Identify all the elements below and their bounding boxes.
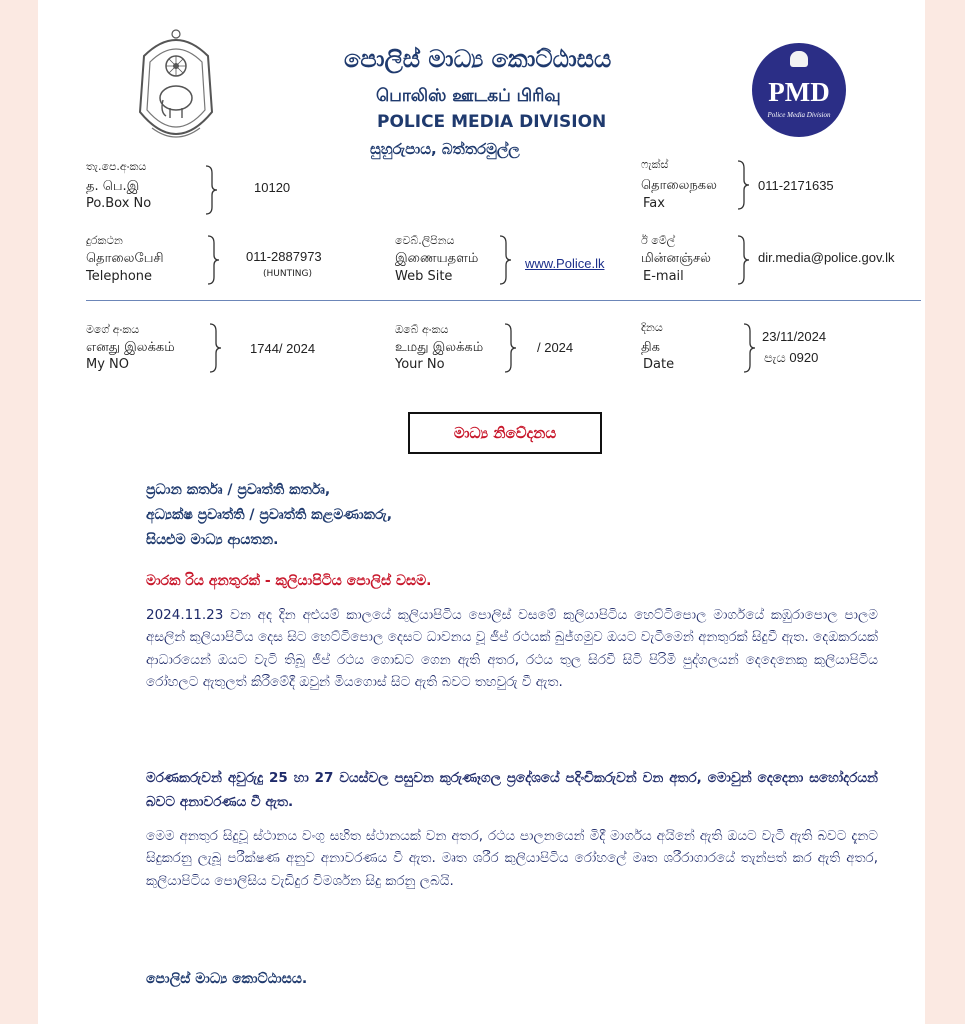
- my-no-value: 1744/ 2024: [250, 341, 316, 356]
- brace-icon: [498, 235, 512, 285]
- fax-label-en: Fax: [643, 196, 665, 211]
- pobox-label-en: Po.Box No: [86, 196, 152, 211]
- date-label-ta: திக: [641, 340, 660, 355]
- pmd-logo-text: PMD: [768, 77, 830, 107]
- address: සුහුරුපාය, බත්තරමුල්ල: [370, 140, 520, 158]
- telephone-value: 011-2887973: [246, 249, 322, 264]
- date-label-si: දිනය: [641, 321, 663, 334]
- website-label-en: Web Site: [395, 269, 453, 284]
- telephone-label-ta: தொலைபேசி: [86, 251, 164, 266]
- website-link[interactable]: www.Police.lk: [525, 256, 605, 271]
- email-label-si: ඊ මේල්: [641, 234, 676, 247]
- telephone-label-en: Telephone: [86, 269, 153, 284]
- brace-icon: [736, 235, 750, 285]
- crown-icon: [790, 51, 808, 67]
- email-label-ta: மின்னஞ்சல்: [641, 251, 711, 266]
- title-sinhala: පොලිස් මාධ්‍ය කොට්ඨාසය: [344, 45, 612, 73]
- telephone-label-si: දුරකථන: [86, 234, 123, 247]
- brace-icon: [736, 160, 750, 210]
- website-label-si: වෙබ්.ලිපිනය: [395, 234, 455, 247]
- time-value: පැය 0920: [764, 350, 819, 365]
- header-divider: [86, 300, 921, 301]
- police-emblem-icon: [130, 28, 222, 152]
- date-value: 23/11/2024: [762, 329, 827, 344]
- email-value: dir.media@police.gov.lk: [758, 250, 895, 265]
- subject-line: මාරක රිය අනතුරක් - කුලියාපිටිය පොලිස් වසම.: [146, 573, 432, 589]
- pmd-logo-sub: Police Media Division: [767, 111, 831, 119]
- brace-icon: [742, 323, 756, 373]
- my-no-label-en: My NO: [86, 357, 129, 372]
- media-release-box: [408, 412, 602, 454]
- your-no-label-si: ඔබේ අංකය: [395, 323, 449, 336]
- addressee-line: ප්‍රධාන කර්තෘ / ප්‍රවෘත්ති කර්තෘ,: [146, 482, 331, 498]
- brace-icon: [206, 235, 220, 285]
- addressee-block: [146, 478, 392, 553]
- brace-icon: [204, 165, 218, 215]
- fax-label-ta: தொலைநகல: [641, 178, 717, 193]
- pobox-label-si: තැ.පෙ.අංකය: [86, 160, 147, 173]
- body-paragraph-1: 2024.11.23 වන අද දින අළුයම් කාලයේ කුලියාපිටිය පොලිස් වසමේ කුලියාපිටිය හෙට්ටිපොල මාර්ගයේ කඹුරාපොල පාලම අසලින් කුලියාපිටිය දෙස සිට හෙට්ටිපොල දෙසට ධාවනය වූ ජීප් රථයක් බුජ්ගමුව ඔයට වැටීමෙන් අනතුරක් සිදුවී ඇත. දෙඔකරයක් ආධාරයෙන් ඔයට වැටි තිබූ ජීප් රථය ගොඩට ගෙන ඇති අතර, රථය තුල සිරවී සිටි පිරිමි පුද්ගලයන් දෙදෙනෙකු කුලියාපිටිය රෝහලට ඇතුලත් කිරීමේදී ඔවුන් මියගොස් සිට ඇති බවට තහවුරු වී ඇත.: [146, 607, 878, 691]
- signature: පොලිස් මාධ්‍ය කොට්ඨාසය.: [146, 971, 308, 987]
- pmd-logo-icon: [752, 43, 846, 137]
- brace-icon: [208, 323, 222, 373]
- title-english: POLICE MEDIA DIVISION: [377, 112, 607, 132]
- fax-value: 011-2171635: [758, 178, 834, 193]
- your-no-label-ta: உமது இலக்கம்: [395, 340, 484, 355]
- pobox-value: 10120: [254, 180, 291, 195]
- telephone-note: (HUNTING): [263, 269, 312, 279]
- my-no-label-ta: எனது இலக்கம்: [86, 340, 175, 355]
- addressee-line: සියළුම මාධ්‍ය ආයතන.: [146, 532, 279, 548]
- pobox-label-ta: த. பெ.இ: [86, 179, 140, 194]
- your-no-label-en: Your No: [395, 357, 445, 372]
- date-label-en: Date: [643, 357, 675, 372]
- body-paragraph-2: මරණකරුවන් අවුරුදු 25 හා 27 වයස්වල පසුවන කුරුණෑගල ප්‍රදේශයේ පදිංචිකරුවන් වන අතර, මොවුන් දෙදෙනා සහෝදරයන් බවට අනාවරණය වී ඇත.: [146, 770, 878, 810]
- media-release-heading: මාධ්‍ය නිවේදනය: [453, 424, 557, 442]
- website-label-ta: இணையதளம்: [395, 251, 479, 266]
- body-paragraph-3: මෙම අනතුර සිදුවූ ස්ථානය වංගු සහිත ස්ථානයක් වන අතර, රථය පාලනයෙන් මිදී මාර්ගය අයිනේ ඇති ඔයට වැටී ඇති බවට දැනට සිදුකරනු ලැබූ පරීක්ෂණ අනුව අනාවරණය වී ඇත. මෘත ශරීර කුලියාපිටිය රෝහලේ මෘත ශරීරාගාරයේ තැන්පත් කර ඇති අතර, කුලියාපිටිය පොලිසිය වැඩිදුර විමර්ශන සිදු කරනු ලබයි.: [146, 828, 878, 889]
- email-label-en: E-mail: [643, 269, 684, 284]
- my-no-label-si: මගේ අංකය: [86, 323, 140, 336]
- title-tamil: பொலிஸ் ஊடகப் பிரிவு: [376, 86, 561, 106]
- addressee-line: අධ්‍යක්ෂ ප්‍රවෘත්ති / ප්‍රවෘත්ති කළමණාකරු,: [146, 507, 393, 523]
- your-no-value: / 2024: [537, 340, 574, 355]
- document-page: [38, 0, 925, 1024]
- brace-icon: [503, 323, 517, 373]
- fax-label-si: ෆැක්ස්: [641, 158, 669, 171]
